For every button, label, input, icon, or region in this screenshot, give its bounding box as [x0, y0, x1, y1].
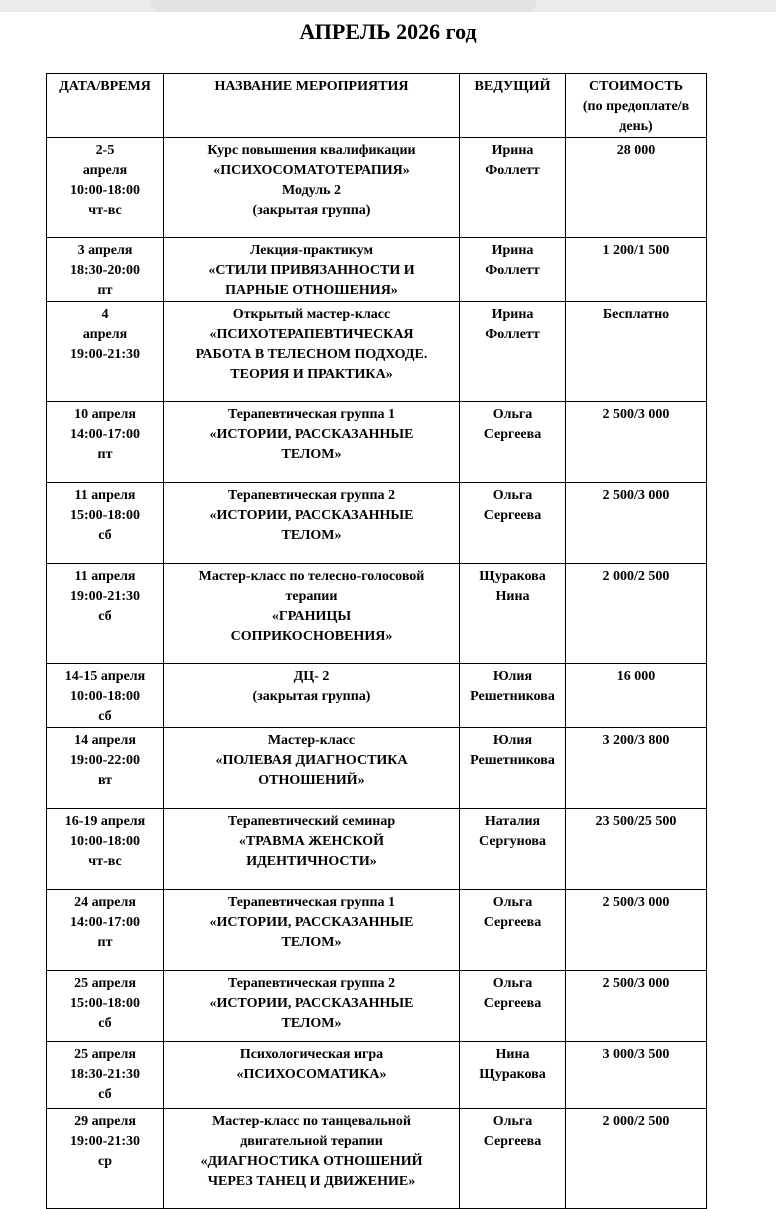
event-host [460, 302, 566, 402]
event-host-line: Юлия [492, 733, 533, 748]
event-cost-value: 3 200/3 800 [602, 733, 670, 748]
event-name [164, 890, 460, 971]
event-host-line: Ольга [492, 488, 533, 503]
event-cost [566, 809, 707, 890]
event-name [164, 1109, 460, 1209]
event-cost-value: 2 500/3 000 [602, 407, 670, 422]
event-date-line: 10:00-18:00 [70, 183, 140, 198]
event-host-line: Ольга [492, 895, 533, 910]
event-name-line: «СТИЛИ ПРИВЯЗАННОСТИ И [208, 263, 415, 278]
event-name-line: Открытый мастер-класс [232, 307, 391, 322]
top-bar [0, 0, 776, 12]
event-host-line: Сергеева [483, 508, 542, 523]
event-name [164, 238, 460, 302]
event-date-line: 29 апреля [74, 1114, 136, 1129]
event-name-line: ТЕЛОМ» [281, 447, 342, 462]
event-date-line: 19:00-22:00 [70, 753, 140, 768]
event-name-line: (закрытая группа) [252, 203, 371, 218]
event-host-line: Сергеева [483, 996, 542, 1011]
event-date-line: пт [97, 935, 113, 950]
event-date-line: 16-19 апреля [64, 814, 146, 829]
event-name-line: ДЦ- 2 [293, 669, 330, 684]
event-name-line: ИДЕНТИЧНОСТИ» [246, 854, 377, 869]
event-date-line: 11 апреля [74, 569, 136, 584]
event-host [460, 1109, 566, 1209]
table-row [47, 971, 707, 1042]
event-cost-value: 16 000 [616, 669, 656, 684]
table-row [47, 1042, 707, 1109]
event-host-line: Сергеева [483, 427, 542, 442]
event-host-line: Наталия [484, 814, 541, 829]
event-date-line: 10 апреля [74, 407, 136, 422]
event-cost [566, 238, 707, 302]
event-date-line: 10:00-18:00 [70, 834, 140, 849]
event-name-line: ТЕЛОМ» [281, 935, 342, 950]
schedule-table [46, 73, 707, 1209]
event-host-line: Ирина [491, 307, 534, 322]
event-host [460, 728, 566, 809]
event-host [460, 138, 566, 238]
event-cost [566, 1109, 707, 1209]
event-date-line: сб [98, 609, 112, 624]
event-name-line: «ПСИХОСОМАТИКА» [236, 1067, 387, 1082]
event-host-line: Решетникова [470, 689, 555, 704]
event-cost-value: 3 000/3 500 [602, 1047, 670, 1062]
event-host-line: Ольга [492, 407, 533, 422]
event-name [164, 483, 460, 564]
event-date-line: сб [98, 709, 112, 724]
event-name-line: ТЕЛОМ» [281, 528, 342, 543]
event-date-line: апреля [82, 163, 128, 178]
event-name [164, 809, 460, 890]
event-cost [566, 564, 707, 664]
event-host-line: Фоллетт [485, 163, 540, 178]
event-name [164, 402, 460, 483]
event-cost-value: 23 500/25 500 [595, 814, 677, 829]
event-date-line: 19:00-21:30 [70, 589, 140, 604]
event-date [47, 1109, 164, 1209]
event-date-line: 19:00-21:30 [70, 347, 140, 362]
event-cost [566, 664, 707, 728]
event-host-line: Юлия [492, 669, 533, 684]
event-date-line: 25 апреля [74, 976, 136, 991]
event-host-line: Ирина [491, 243, 534, 258]
event-name [164, 302, 460, 402]
event-host [460, 971, 566, 1042]
event-date [47, 890, 164, 971]
event-date-line: 24 апреля [74, 895, 136, 910]
event-name-line: Терапевтическая группа 2 [227, 976, 396, 991]
event-date [47, 238, 164, 302]
event-name-line: Лекция-практикум [249, 243, 374, 258]
event-cost-value: 2 000/2 500 [602, 1114, 670, 1129]
event-date-line: сб [98, 528, 112, 543]
event-name-line: Терапевтический семинар [227, 814, 396, 829]
event-cost [566, 138, 707, 238]
event-date-line: 4 [101, 307, 109, 322]
table-header-row [47, 74, 707, 138]
event-date-line: 3 апреля [77, 243, 133, 258]
header-date: ДАТА/ВРЕМЯ [47, 74, 164, 138]
event-name-line: Модуль 2 [281, 183, 342, 198]
event-date-line: вт [97, 773, 113, 788]
header-host: ВЕДУЩИЙ [460, 74, 566, 138]
event-host-line: Ольга [492, 1114, 533, 1129]
event-host [460, 402, 566, 483]
event-name-line: Психологическая игра [239, 1047, 384, 1062]
event-name [164, 138, 460, 238]
event-name-line: Мастер-класс [267, 733, 356, 748]
event-host [460, 809, 566, 890]
event-date-line: 18:30-20:00 [70, 263, 140, 278]
event-name-line: Мастер-класс по танцевальной [212, 1114, 411, 1129]
event-date-line: сб [98, 1016, 112, 1031]
event-cost-value: 1 200/1 500 [602, 243, 670, 258]
event-cost-value: 28 000 [616, 143, 656, 158]
event-name-line: «ПСИХОТЕРАПЕВТИЧЕСКАЯ [209, 327, 414, 342]
event-date-line: 2-5 [95, 143, 115, 158]
event-date-line: 14:00-17:00 [70, 427, 140, 442]
event-date-line: 19:00-21:30 [70, 1134, 140, 1149]
event-date-line: 14-15 апреля [64, 669, 146, 684]
event-host-line: Сергеева [483, 915, 542, 930]
event-date-line: 11 апреля [74, 488, 136, 503]
event-date [47, 402, 164, 483]
event-name-line: (закрытая группа) [252, 689, 371, 704]
event-name-line: СОПРИКОСНОВЕНИЯ» [230, 629, 393, 644]
event-date-line: сб [98, 1087, 112, 1102]
event-date-line: чт-вс [88, 203, 122, 218]
event-name-line: «ПОЛЕВАЯ ДИАГНОСТИКА [215, 753, 408, 768]
event-date [47, 971, 164, 1042]
event-name-line: ОТНОШЕНИЙ» [258, 773, 365, 788]
event-date-line: чт-вс [88, 854, 122, 869]
event-date [47, 728, 164, 809]
event-name-line: «ИСТОРИИ, РАССКАЗАННЫЕ [209, 508, 414, 523]
event-host-line: Фоллетт [485, 327, 540, 342]
event-date-line: 25 апреля [74, 1047, 136, 1062]
event-cost [566, 402, 707, 483]
event-host-line: Ирина [491, 143, 534, 158]
event-cost [566, 483, 707, 564]
event-host [460, 483, 566, 564]
page-title: АПРЕЛЬ 2026 год [299, 19, 477, 44]
event-name-line: ЧЕРЕЗ ТАНЕЦ И ДВИЖЕНИЕ» [207, 1174, 416, 1189]
event-cost [566, 890, 707, 971]
event-name-line: «ПСИХОСОМАТОТЕРАПИЯ» [213, 163, 410, 178]
event-name-line: «ГРАНИЦЫ [271, 609, 352, 624]
event-date-line: 14 апреля [74, 733, 136, 748]
event-name-line: двигательной терапии [240, 1134, 383, 1149]
event-name-line: Терапевтическая группа 1 [227, 895, 396, 910]
event-date-line: 15:00-18:00 [70, 996, 140, 1011]
table-row [47, 564, 707, 664]
table-row [47, 890, 707, 971]
table-row [47, 664, 707, 728]
event-date-line: 10:00-18:00 [70, 689, 140, 704]
event-name-line: «ИСТОРИИ, РАССКАЗАННЫЕ [209, 427, 414, 442]
event-name-line: «ДИАГНОСТИКА ОТНОШЕНИЙ [200, 1154, 423, 1169]
event-date-line: пт [97, 283, 113, 298]
event-cost-value: 2 000/2 500 [602, 569, 670, 584]
table-row [47, 238, 707, 302]
event-host-line: Щуракова [479, 1067, 546, 1082]
event-date [47, 302, 164, 402]
event-name-line: «ИСТОРИИ, РАССКАЗАННЫЕ [209, 915, 414, 930]
table-row [47, 483, 707, 564]
event-name [164, 1042, 460, 1109]
table-row [47, 1109, 707, 1209]
event-name-line: «ТРАВМА ЖЕНСКОЙ [238, 834, 385, 849]
event-name-line: ТЕОРИЯ И ПРАКТИКА» [230, 367, 393, 382]
event-name-line: Терапевтическая группа 1 [227, 407, 396, 422]
event-cost [566, 971, 707, 1042]
header-cost: СТОИМОСТЬ (по предоплате/в день) [566, 74, 707, 138]
table-row [47, 402, 707, 483]
table-row [47, 138, 707, 238]
event-host [460, 890, 566, 971]
event-host-line: Сергеева [483, 1134, 542, 1149]
event-name [164, 728, 460, 809]
event-cost [566, 1042, 707, 1109]
event-host-line: Фоллетт [485, 263, 540, 278]
table-row [47, 302, 707, 402]
event-date-line: 18:30-21:30 [70, 1067, 140, 1082]
event-host-line: Щуракова [479, 569, 546, 584]
event-date [47, 1042, 164, 1109]
event-host [460, 564, 566, 664]
header-event-name: НАЗВАНИЕ МЕРОПРИЯТИЯ [164, 74, 460, 138]
event-name-line: ТЕЛОМ» [281, 1016, 342, 1031]
event-host-line: Сергунова [479, 834, 546, 849]
event-date-line: 15:00-18:00 [70, 508, 140, 523]
event-cost-value: 2 500/3 000 [602, 976, 670, 991]
event-host [460, 238, 566, 302]
event-date-line: ср [98, 1154, 112, 1169]
event-name [164, 971, 460, 1042]
event-cost-value: 2 500/3 000 [602, 895, 670, 910]
event-cost [566, 728, 707, 809]
event-cost [566, 302, 707, 402]
event-host-line: Нина [495, 1047, 530, 1062]
event-host-line: Нина [495, 589, 530, 604]
event-date [47, 138, 164, 238]
event-date-line: 14:00-17:00 [70, 915, 140, 930]
event-cost-value: 2 500/3 000 [602, 488, 670, 503]
event-name-line: «ИСТОРИИ, РАССКАЗАННЫЕ [209, 996, 414, 1011]
top-bar-handle [150, 0, 536, 12]
event-host [460, 664, 566, 728]
event-date [47, 809, 164, 890]
table-row [47, 809, 707, 890]
event-host-line: Ольга [492, 976, 533, 991]
event-date [47, 664, 164, 728]
event-name [164, 664, 460, 728]
event-name-line: ПАРНЫЕ ОТНОШЕНИЯ» [225, 283, 398, 298]
event-name-line: терапии [285, 589, 338, 604]
event-cost-value: Бесплатно [602, 307, 670, 322]
event-date [47, 483, 164, 564]
event-name [164, 564, 460, 664]
event-name-line: РАБОТА В ТЕЛЕСНОМ ПОДХОДЕ. [195, 347, 428, 362]
event-name-line: Терапевтическая группа 2 [227, 488, 396, 503]
event-date-line: пт [97, 447, 113, 462]
event-host [460, 1042, 566, 1109]
table-row [47, 728, 707, 809]
event-name-line: Мастер-класс по телесно-голосовой [198, 569, 425, 584]
event-date [47, 564, 164, 664]
event-name-line: Курс повышения квалификации [207, 143, 416, 158]
event-host-line: Решетникова [470, 753, 555, 768]
event-date-line: апреля [82, 327, 128, 342]
